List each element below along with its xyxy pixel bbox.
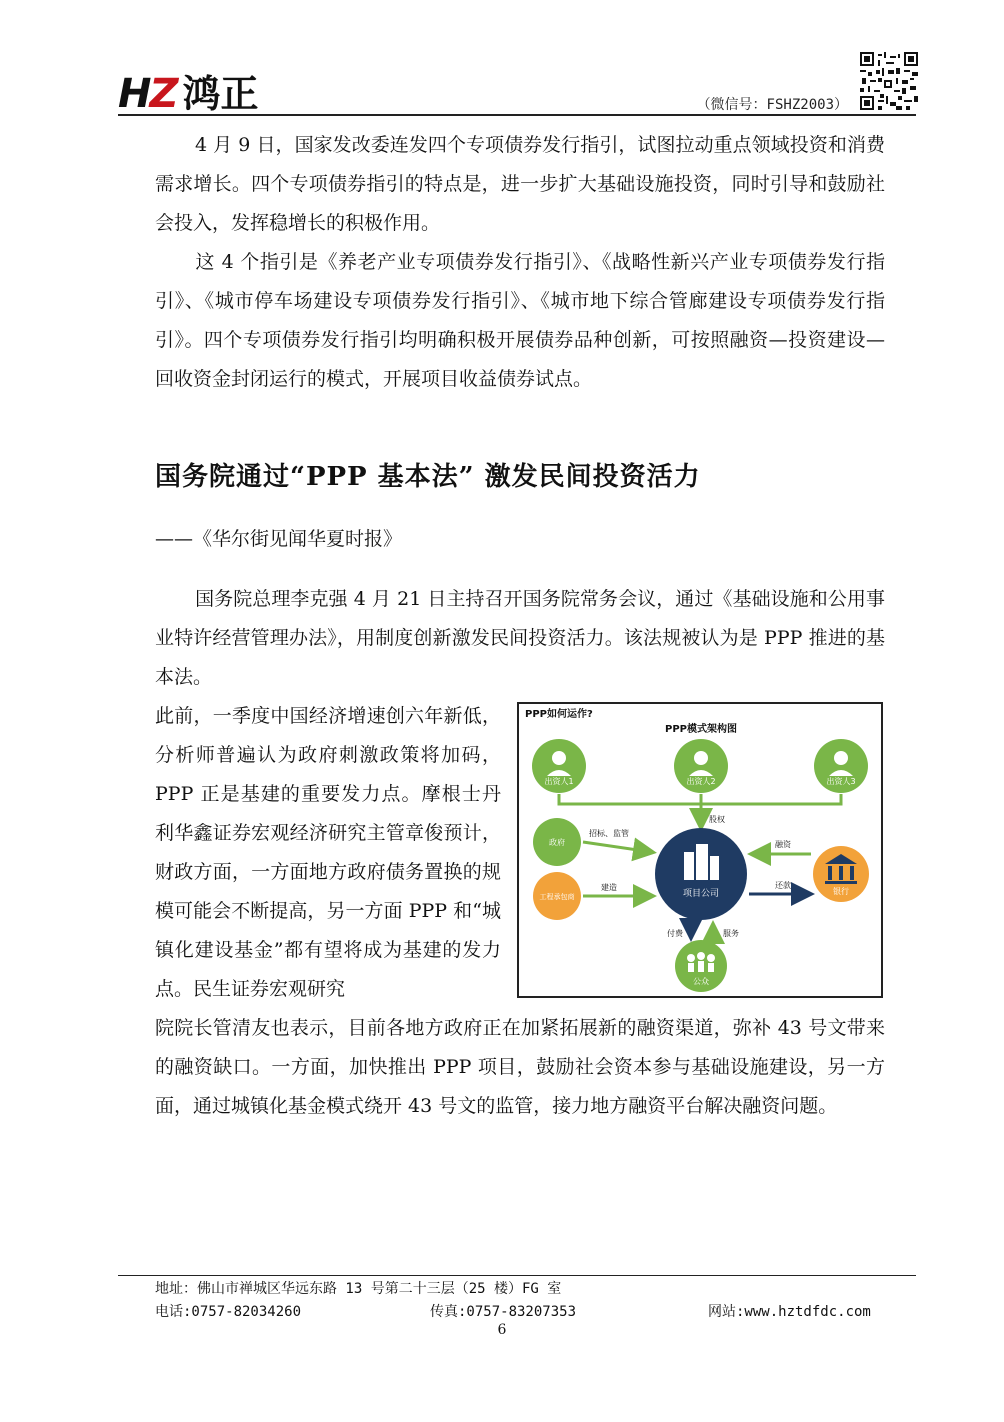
footer-website: 网站:www.hztdfdc.com [708,1304,871,1320]
public-label: 公众 [693,977,709,986]
government-label: 政府 [549,838,565,847]
investor-3-label: 出资人3 [826,777,856,786]
equity-label: 股权 [709,815,725,824]
bank-label: 银行 [833,887,849,896]
paragraph-1-text: 4 月 9 日，国家发改委连发四个专项债券发行指引，试图拉动重点领域投资和消费需求增长。四个专项债券指引的特点是，进一步扩大基础设施投资，同时引导和鼓励社会投入，发挥稳增长的积极作用。 [155,134,885,234]
paragraph-4-text: 此前，一季度中国经济增速创六年新低，分析师普遍认为政府刺激政策将加码，PPP 正是基建的重要发力点。摩根士丹利华鑫证券宏观经济研究主管章俊预计，财政方面，一方面地方政府债务置换的规模可能会不断提高，另一方面 PPP 和“城镇化建设基金”都有望将成为基建的发力点。民生证券宏观研究 [155,705,501,1000]
project-company-node [655,828,747,920]
company-logo [118,71,259,117]
contractor-label: 工程承包商 [539,893,575,901]
project-company-label: 项目公司 [682,889,720,899]
paragraph-4-rest-text: 院院长管清友也表示，目前各地方政府正在加紧拓展新的融资渠道，弥补 43 号文带来的融资缺口。一方面，加快推出 PPP 项目，鼓励社会资本参与基础设施建设，另一方面，通过城镇化基金模式绕开 43 号文的监管，接力地方融资平台解决融资问题。 [155,1017,885,1117]
footer-fax: 传真:0757-83207353 [430,1304,577,1320]
investor-1-node [532,739,586,793]
paragraph-2-text: 这 4 个指引是《养老产业专项债券发行指引》、《战略性新兴产业专项债券发行指引》、《城市停车场建设专项债券发行指引》、《城市地下综合管廊建设专项债券发行指引》。四个专项债券发行指引均明确积极开展债券品种创新，可按照融资—投资建设—回收资金封闭运行的模式，开展项目收益债券试点。 [155,251,885,390]
paragraph-1 [155,126,885,243]
footer-phone: 电话:0757-82034260 [155,1304,302,1320]
article-source: ——《华尔街见闻华夏时报》 [155,528,403,550]
government-node [533,818,581,866]
header-divider [118,114,916,116]
government-arrow-label: 招标、监管 [589,829,629,838]
government-arrow [583,842,651,852]
financing-label: 融资 [775,840,791,849]
service-label: 服务 [723,929,739,938]
paragraph-4-wrapped [155,697,501,1009]
logo-chinese: 鸿正 [182,72,259,116]
paragraph-2 [155,243,885,399]
diagram-heading: PPP如何运作? [525,709,593,720]
contractor-node [533,872,581,920]
paragraph-3-text: 国务院总理李克强 4 月 21 日主持召开国务院常务会议，通过《基础设施和公用事业特许经营管理办法》，用制度创新激发民间投资活力。该法规被认为是 PPP 推进的基本法。 [155,588,885,688]
build-label: 建造 [601,883,617,892]
paragraph-3 [155,580,885,697]
repay-label: 还款 [775,881,791,890]
diagram-subheading: PPP模式架构图 [665,724,737,735]
ppp-diagram [517,702,883,998]
investor-1-label: 出资人1 [544,777,574,786]
investor-2-node [674,739,728,793]
page-number: 6 [497,1322,507,1338]
ppp-diagram-svg [519,704,881,996]
investor-2-label: 出资人2 [686,777,716,786]
article-title: 国务院通过“PPP 基本法” 激发民间投资活力 [155,462,701,492]
qr-code-icon [860,52,918,110]
pay-label: 付费 [667,929,683,938]
investor-3-node [814,739,868,793]
paragraph-4-continued [155,1009,885,1126]
public-node [675,940,727,992]
footer-address: 地址：佛山市禅城区华远东路 13 号第二十三层（25 楼）FG 室 [155,1281,562,1297]
bank-node [813,846,869,902]
page-header [118,44,918,116]
footer-divider [118,1275,916,1276]
logo-latin: HZ [118,71,177,117]
wechat-id: （微信号：FSHZ2003） [696,97,848,113]
